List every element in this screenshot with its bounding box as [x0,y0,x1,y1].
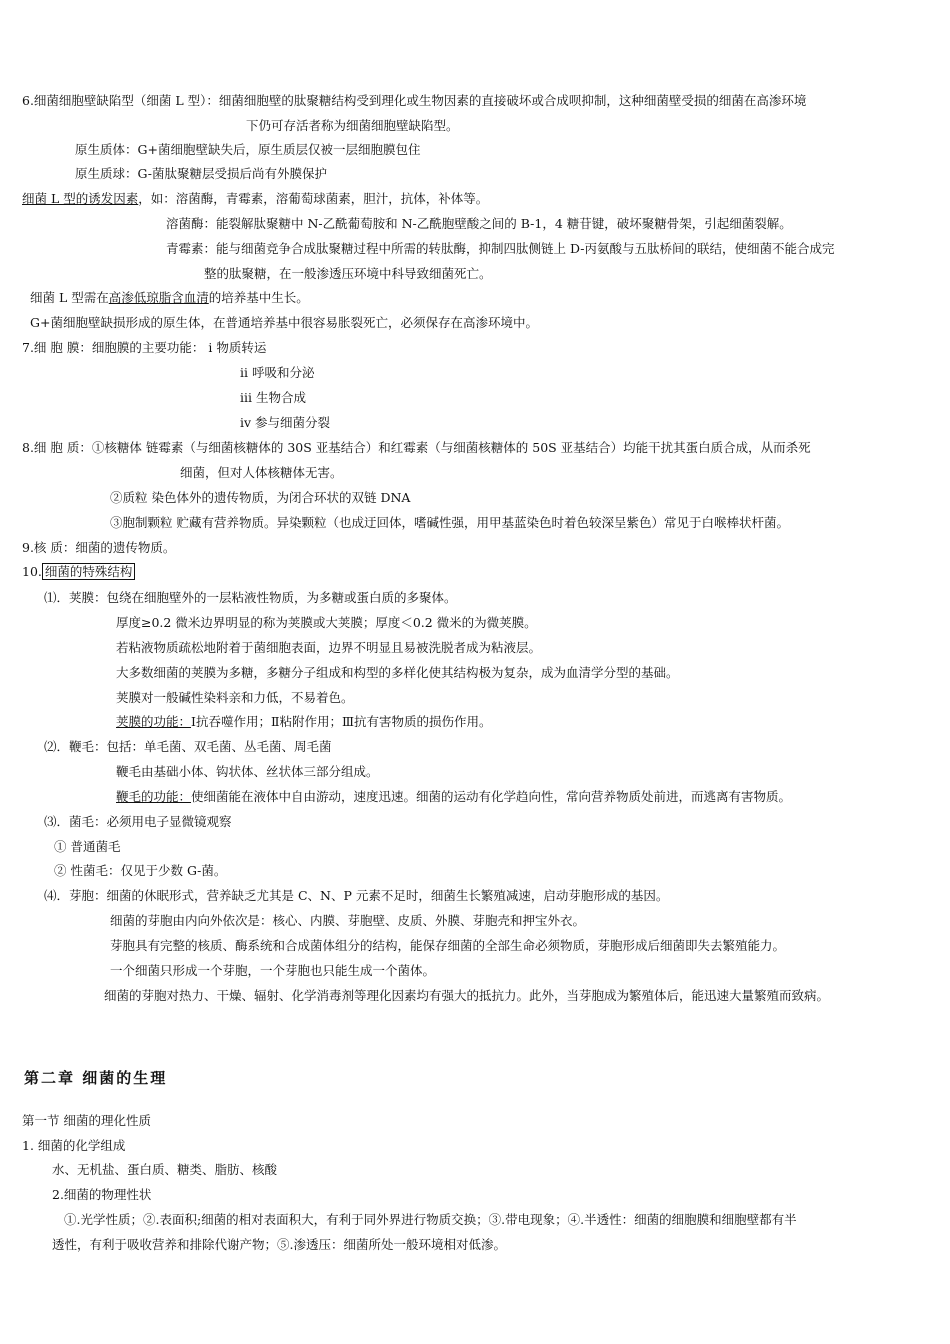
s6-lysozyme: 溶菌酶：能裂解肽聚糖中 N-乙酰葡萄胺和 N-乙酰胞壁酸之间的 B-1，4 糖苷键，破坏聚糖骨架，引起细菌裂解。 [166,216,792,231]
s6-spheroplast: 原生质球：G-菌肽聚糖层受损后尚有外膜保护 [75,166,327,181]
flagella-line-2: 鞭毛由基础小体、钩状体、丝状体三部分组成。 [116,764,379,779]
s6-penicillin-1: 青霉素：能与细菌竞争合成肽聚糖过程中所需的转肽酶，抑制四肽侧链上 D-丙氨酸与五肽桥间的联结，使细菌不能合成完 [166,241,835,256]
capsule-function-term: 荚膜的功能： [116,714,192,729]
s6-inducing-factors-term: 细菌 L 型的诱发因素 [22,191,139,206]
ch2-item-1: 1. 细菌的化学组成 [22,1138,126,1153]
s8-line-2: 细菌，但对人体核糖体无害。 [180,465,343,480]
capsule-function [116,713,492,731]
spore-line-4: 一个细菌只形成一个芽胞，一个芽胞也只能生成一个菌体。 [110,963,436,978]
pili-common: ① 普通菌毛 [54,839,121,854]
s7-line-3: iii 生物合成 [240,390,306,405]
s6-line-2: 下仍可存活者称为细菌细胞壁缺陷型。 [246,118,459,133]
ch2-section-1: 第一节 细菌的理化性质 [22,1113,151,1128]
pili-line-1: ⑶．菌毛：必须用电子显微镜观察 [44,814,232,829]
s10-heading [22,563,135,581]
s9-line-1: 9.核 质：细菌的遗传物质。 [22,540,176,555]
s6-gplus-protoplast: G+菌细胞壁缺损形成的原生体，在普通培养基中很容易胀裂死亡，必须保存在高渗环境中。 [30,315,538,330]
ch2-item-2-line-2: 透性，有利于吸收营养和排除代谢产物；⑤.渗透压：细菌所处一般环境相对低渗。 [52,1237,506,1252]
s7-line-1: 7.细 胞 膜：细胞膜的主要功能： i 物质转运 [22,340,267,355]
s6-inducing-factors-text: ，如：溶菌酶，青霉素，溶葡萄球菌素，胆汁，抗体，补体等。 [138,191,489,206]
spore-line-5: 细菌的芽胞对热力、干燥、辐射、化学消毒剂等理化因素均有强大的抵抗力。此外，当芽胞成为繁殖体后，能迅速大量繁殖而致病。 [104,988,830,1003]
flagella-function-text: 使细菌能在液体中自由游动，速度迅速。细菌的运动有化学趋向性，常向营养物质处前进，而逃离有害物质。 [191,789,792,804]
s6-protoplast: 原生质体：G+菌细胞壁缺失后，原生质层仅被一层细胞膜包住 [75,142,421,157]
s6-penicillin-2: 整的肽聚糖，在一般渗透压环境中科导致细菌死亡。 [204,266,492,281]
flagella-line-1: ⑵．鞭毛：包括：单毛菌、双毛菌、丛毛菌、周毛菌 [44,739,332,754]
ch2-item-2-line-1: ①.光学性质；②.表面积;细菌的相对表面积大，有利于同外界进行物质交换；③.带电现象；④.半透性：细菌的细胞膜和细胞壁都有半 [64,1212,797,1227]
s6-l-form-medium [30,289,309,307]
ch2-item-2: 2.细菌的物理性状 [52,1187,152,1202]
capsule-function-text: Ⅰ抗吞噬作用；Ⅱ粘附作用；Ⅲ抗有害物质的损伤作用。 [191,714,492,729]
spore-line-2: 细菌的芽胞由内向外依次是：核心、内膜、芽胞壁、皮质、外膜、芽胞壳和押宝外衣。 [110,913,586,928]
s6-medium-post: 的培养基中生长。 [208,290,309,305]
s8-granules: ③胞制颗粒 贮藏有营养物质。异染颗粒（也成迂回体，嗜碱性强，用甲基蓝染色时着色较深呈紫色）常见于白喉棒状杆菌。 [110,515,789,530]
spore-line-1: ⑷．芽胞：细菌的休眠形式，营养缺乏尤其是 C、N、P 元素不足时，细菌生长繁殖减速，启动芽胞形成的基因。 [44,888,669,903]
s7-line-2: ii 呼吸和分泌 [240,365,315,380]
capsule-line-4: 大多数细菌的荚膜为多糖，多糖分子组成和构型的多样化使其结构极为复杂，成为血清学分型的基础。 [116,665,679,680]
ch2-item-1-detail: 水、无机盐、蛋白质、糖类、脂肪、核酸 [52,1162,278,1177]
s6-medium-pre: 细菌 L 型需在 [30,290,109,305]
s6-medium-term: 高渗低琼脂含血清 [108,290,209,305]
chapter-2-title: 第二章 细菌的生理 [24,1069,168,1087]
s10-title: 细菌的特殊结构 [42,563,136,580]
s6-inducing-factors [22,190,488,208]
capsule-line-2: 厚度≥0.2 微米边界明显的称为荚膜或大荚膜；厚度＜0.2 微米的为微荚膜。 [116,615,537,630]
spore-line-3: 芽胞具有完整的核质、酶系统和合成菌体组分的结构，能保存细菌的全部生命必须物质，芽胞形成后细菌即失去繁殖能力。 [110,938,786,953]
s10-number: 10. [22,564,42,579]
s8-line-1: 8.细 胞 质：①核糖体 链霉素（与细菌核糖体的 30S 亚基结合）和红霉素（与细菌核糖体的 50S 亚基结合）均能干扰其蛋白质合成，从而杀死 [22,440,811,455]
s8-plasmid: ②质粒 染色体外的遗传物质，为闭合环状的双链 DNA [110,490,411,505]
capsule-line-5: 荚膜对一般碱性染料亲和力低，不易着色。 [116,690,354,705]
flagella-function-term: 鞭毛的功能： [116,789,192,804]
capsule-line-1: ⑴．荚膜：包绕在细胞壁外的一层粘液性物质，为多糖或蛋白质的多聚体。 [44,590,457,605]
flagella-function [116,788,791,806]
s7-line-4: iv 参与细菌分裂 [240,415,331,430]
capsule-line-3: 若粘液物质疏松地附着于菌细胞表面，边界不明显且易被洗脱者成为粘液层。 [116,640,542,655]
pili-sex: ② 性菌毛：仅见于少数 G-菌。 [54,863,227,878]
s6-line-1: 6.细菌细胞壁缺陷型（细菌 L 型）：细菌细胞壁的肽聚糖结构受到理化或生物因素的直接破坏或合成呗抑制，这种细菌壁受损的细菌在高渗环境 [22,93,807,108]
